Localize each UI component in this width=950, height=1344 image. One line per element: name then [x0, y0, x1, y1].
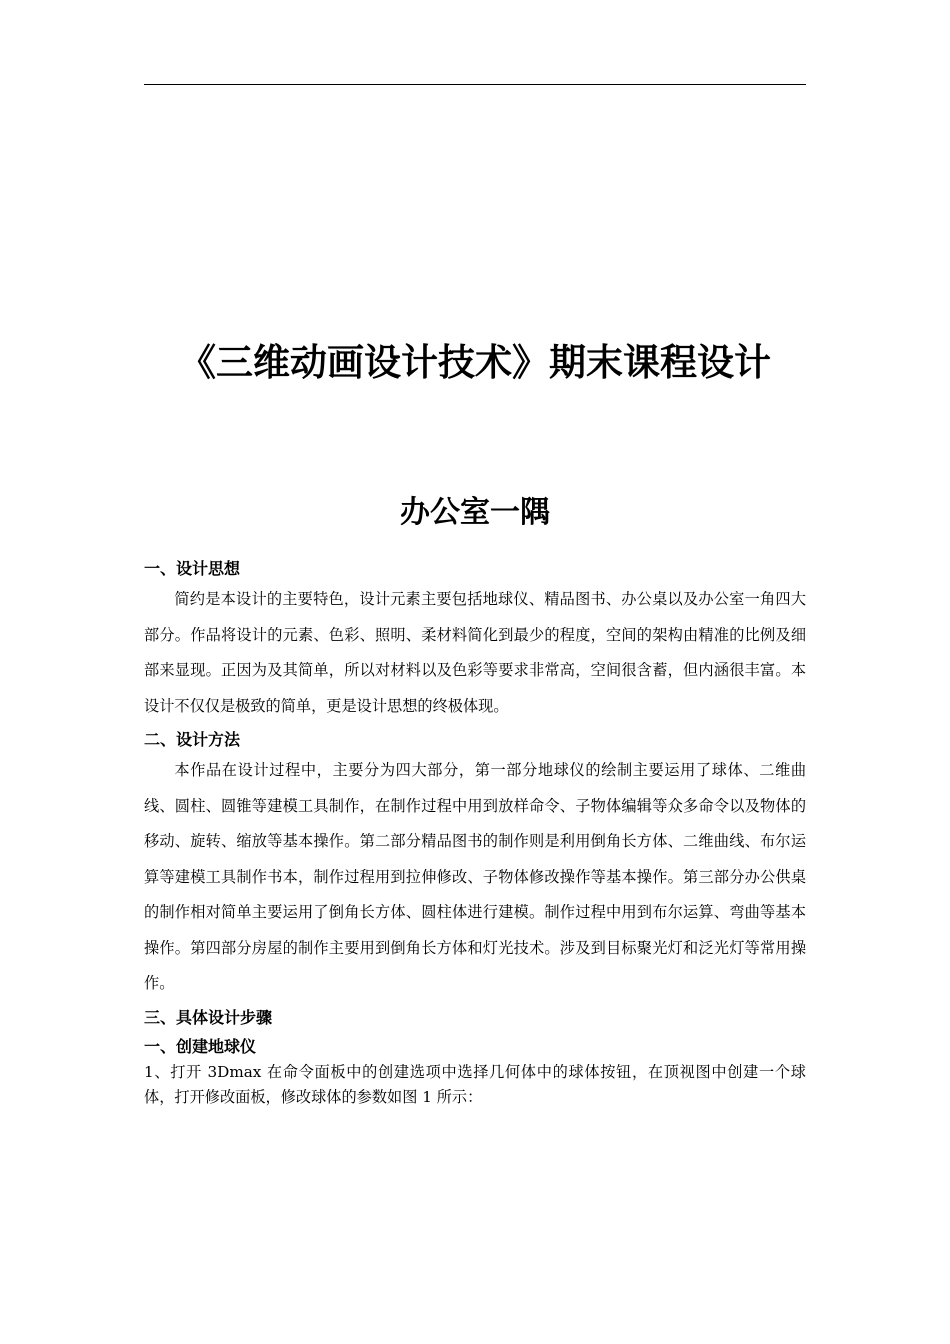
header-rule	[144, 84, 806, 85]
main-title: 《三维动画设计技术》期末课程设计	[179, 340, 771, 384]
section-heading-design-idea: 一、设计思想	[144, 559, 241, 578]
paragraph-design-method: 本作品在设计过程中，主要分为四大部分，第一部分地球仪的绘制主要运用了球体、二维曲线、圆柱、圆锥等建模工具制作，在制作过程中用到放样命令、子物体编辑等众多命令以及物体的移动、旋转、缩放等基本操作。第二部分精品图书的制作则是利用倒角长方体、二维曲线、布尔运算等建模工具制作书本，制作过程用到拉伸修改、子物体修改操作等基本操作。第三部分办公供桌的制作相对简单主要运用了倒角长方体、圆柱体进行建模。制作过程中用到布尔运算、弯曲等基本操作。第四部分房屋的制作主要用到倒角长方体和灯光技术。涉及到目标聚光灯和泛光灯等常用操作。	[144, 761, 806, 992]
section-heading-design-steps: 三、具体设计步骤	[144, 1007, 273, 1027]
section-heading-create-globe: 一、创建地球仪	[144, 1036, 257, 1056]
step-paragraph-1: 1、打开 3Dmax 在命令面板中的创建选项中选择几何体中的球体按钮，在顶视图中创建一个球体，打开修改面板，修改球体的参数如图 1 所示：	[144, 1062, 806, 1106]
paragraph-design-idea: 简约是本设计的主要特色，设计元素主要包括地球仪、精品图书、办公桌以及办公室一角四大部分。作品将设计的元素、色彩、照明、柔材料简化到最少的程度，空间的架构由精准的比例及细部来显现。正因为及其简单，所以对材料以及色彩等要求非常高，空间很含蓄，但内涵很丰富。本设计不仅仅是极致的简单，更是设计思想的终极体现。	[144, 590, 806, 715]
sub-title: 办公室一隅	[400, 495, 550, 530]
section-heading-design-method: 二、设计方法	[144, 730, 241, 749]
body-content	[144, 556, 806, 1110]
